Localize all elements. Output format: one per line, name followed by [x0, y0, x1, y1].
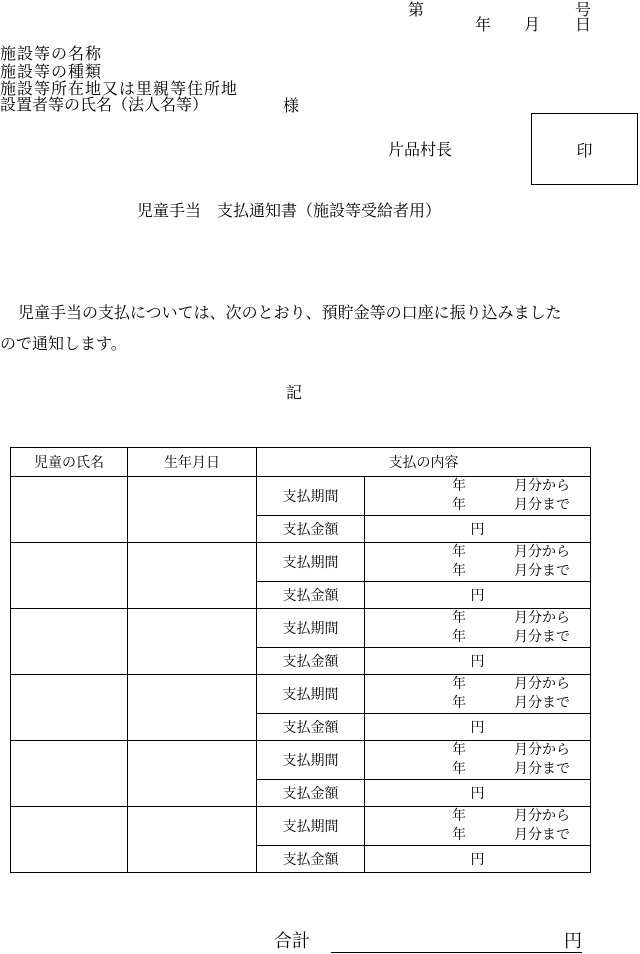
amount-cell[interactable]	[365, 516, 591, 543]
header-birthdate: 生年月日	[128, 448, 257, 477]
document-title: 児童手当 支払通知書（施設等受給者用）	[137, 201, 442, 220]
period-cell[interactable]	[365, 543, 591, 582]
table-row	[11, 675, 591, 714]
period-to-year: 年	[452, 563, 466, 579]
period-label: 支払期間	[257, 675, 365, 714]
date-month: 月	[524, 15, 541, 34]
birthdate-cell[interactable]	[128, 543, 257, 609]
child-name-cell[interactable]	[11, 675, 128, 741]
issuer-title: 片品村長	[388, 140, 453, 159]
period-to-label: 月分まで	[514, 827, 570, 843]
table-row	[11, 741, 591, 780]
period-to-label: 月分まで	[514, 497, 570, 513]
date-day: 日	[575, 15, 592, 34]
table-row	[11, 477, 591, 516]
amount-label: 支払金額	[257, 714, 365, 741]
birthdate-cell[interactable]	[128, 609, 257, 675]
period-cell[interactable]	[365, 807, 591, 846]
payment-table	[10, 447, 591, 873]
child-name-cell[interactable]	[11, 741, 128, 807]
period-from-label: 月分から	[514, 808, 570, 824]
period-from-year: 年	[452, 478, 466, 494]
table-row	[11, 609, 591, 648]
amount-unit: 円	[470, 654, 485, 670]
period-from-year: 年	[452, 610, 466, 626]
period-from-year: 年	[452, 544, 466, 560]
period-cell[interactable]	[365, 609, 591, 648]
amount-unit: 円	[470, 720, 485, 736]
body-text-line1: 児童手当の支払については、次のとおり、預貯金等の口座に振り込みました	[18, 303, 562, 322]
total-unit: 円	[564, 931, 582, 952]
amount-cell[interactable]	[365, 582, 591, 609]
period-cell[interactable]	[365, 675, 591, 714]
amount-unit: 円	[470, 852, 485, 868]
period-label: 支払期間	[257, 477, 365, 516]
amount-unit: 円	[470, 588, 485, 604]
facility-address-label: 施設等所在地又は里親等住所地	[0, 79, 239, 98]
header-child-name: 児童の氏名	[11, 448, 128, 477]
amount-cell[interactable]	[365, 846, 591, 873]
table-row	[11, 807, 591, 846]
period-to-year: 年	[452, 695, 466, 711]
founder-name-label: 設置者等の氏名（法人名等）	[0, 95, 209, 114]
period-from-year: 年	[452, 808, 466, 824]
facility-name-label: 施設等の名称	[0, 44, 103, 63]
period-from-label: 月分から	[514, 742, 570, 758]
period-from-year: 年	[452, 676, 466, 692]
amount-label: 支払金額	[257, 648, 365, 675]
period-from-label: 月分から	[514, 544, 570, 560]
honorific: 様	[283, 96, 300, 115]
period-from-label: 月分から	[514, 610, 570, 626]
ki-heading: 記	[286, 383, 303, 402]
amount-cell[interactable]	[365, 780, 591, 807]
period-label: 支払期間	[257, 609, 365, 648]
number-prefix: 第	[408, 0, 425, 19]
period-to-label: 月分まで	[514, 629, 570, 645]
amount-label: 支払金額	[257, 780, 365, 807]
period-to-year: 年	[452, 629, 466, 645]
child-name-cell[interactable]	[11, 477, 128, 543]
facility-type-label: 施設等の種類	[0, 62, 103, 81]
period-to-year: 年	[452, 761, 466, 777]
period-to-label: 月分まで	[514, 563, 570, 579]
birthdate-cell[interactable]	[128, 807, 257, 873]
table-header-row	[11, 448, 591, 477]
amount-label: 支払金額	[257, 516, 365, 543]
amount-cell[interactable]	[365, 648, 591, 675]
period-cell[interactable]	[365, 477, 591, 516]
amount-cell[interactable]	[365, 714, 591, 741]
birthdate-cell[interactable]	[128, 675, 257, 741]
amount-unit: 円	[470, 786, 485, 802]
birthdate-cell[interactable]	[128, 741, 257, 807]
header-payment-content: 支払の内容	[257, 448, 591, 477]
period-from-year: 年	[452, 742, 466, 758]
table-row	[11, 543, 591, 582]
number-suffix: 号	[575, 0, 592, 19]
birthdate-cell[interactable]	[128, 477, 257, 543]
amount-label: 支払金額	[257, 846, 365, 873]
period-label: 支払期間	[257, 543, 365, 582]
child-name-cell[interactable]	[11, 609, 128, 675]
period-to-label: 月分まで	[514, 695, 570, 711]
total-label: 合計	[274, 931, 310, 952]
date-year: 年	[475, 15, 492, 34]
amount-unit: 円	[470, 522, 485, 538]
child-name-cell[interactable]	[11, 807, 128, 873]
seal-box	[531, 113, 638, 185]
period-to-year: 年	[452, 827, 466, 843]
body-text-line2: ので通知します。	[0, 334, 127, 353]
period-to-year: 年	[452, 497, 466, 513]
period-from-label: 月分から	[514, 478, 570, 494]
child-name-cell[interactable]	[11, 543, 128, 609]
total-amount-line	[331, 952, 582, 953]
period-label: 支払期間	[257, 741, 365, 780]
period-from-label: 月分から	[514, 676, 570, 692]
period-to-label: 月分まで	[514, 761, 570, 777]
amount-label: 支払金額	[257, 582, 365, 609]
period-cell[interactable]	[365, 741, 591, 780]
seal-label: 印	[576, 140, 593, 160]
period-label: 支払期間	[257, 807, 365, 846]
